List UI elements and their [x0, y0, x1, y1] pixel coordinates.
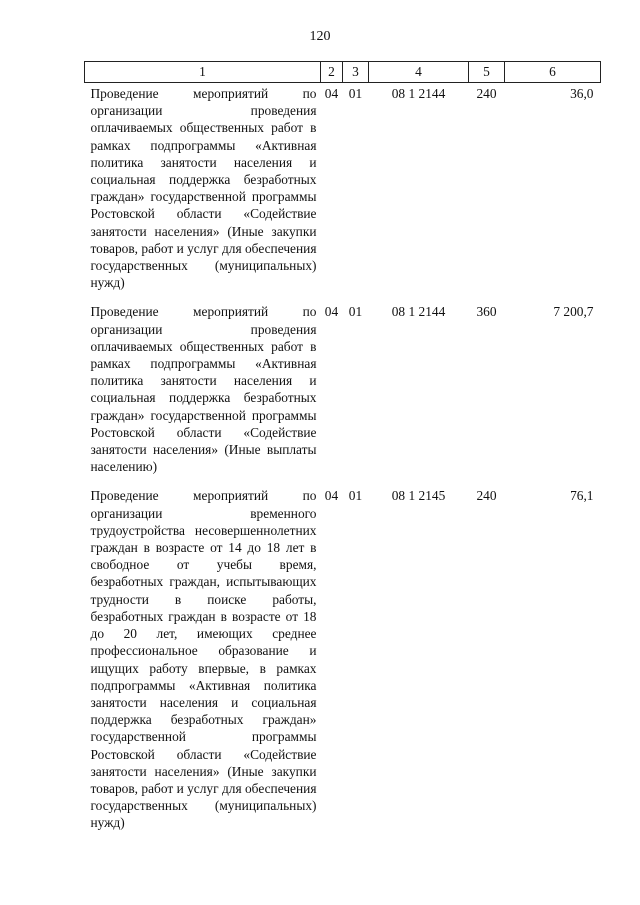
- header-cell-1: 1: [85, 62, 321, 83]
- header-cell-6: 6: [505, 62, 601, 83]
- table-row: [85, 83, 601, 302]
- row-amount: 7 200,7: [553, 304, 594, 320]
- header-cell-2: 2: [321, 62, 343, 83]
- header-cell-3: 3: [343, 62, 369, 83]
- table-row: [85, 301, 601, 485]
- row-section: 04: [324, 86, 339, 101]
- budget-table: [84, 61, 601, 834]
- page-number: 120: [309, 29, 331, 44]
- row-subsection: 01: [348, 86, 363, 101]
- header-cell-4: 4: [369, 62, 469, 83]
- header-cell-5: 5: [469, 62, 505, 83]
- row-expense-type: 360: [476, 304, 497, 320]
- row-description: Проведение мероприятий по организации временного трудоустройства несовершеннолетних граждан в возрасте от 14 до 18 лет в свободное от учебы время, безработных граждан, испытывающих трудности в поиске работы, безработных граждан в возрасте от 18 до 20 лет, имеющих среднее профессиональное образование и ищущих работу впервые, в рамках подпрограммы «Активная политика занятости населения и социальная поддержка безработных граждан» государственной программы Ростовской области «Содействие занятости населения» (Иные закупки товаров, работ и услуг для обеспечения государственных (муниципальных) нужд): [90, 488, 317, 831]
- header-row: [85, 62, 601, 83]
- table-row: [85, 485, 601, 833]
- row-description: Проведение мероприятий по организации проведения оплачиваемых общественных работ в рамках подпрограммы «Активная политика занятости населения и социальная поддержка безработных граждан» государственной программы Ростовской области «Содействие занятости населения» (Иные выплаты населению): [90, 304, 317, 475]
- row-section: 04: [324, 488, 339, 504]
- row-subsection: 01: [348, 488, 363, 504]
- row-amount: 76,1: [570, 488, 594, 504]
- row-amount: 36,0: [570, 86, 594, 101]
- row-section: 04: [324, 304, 339, 320]
- row-target-code: 08 1 2145: [391, 488, 446, 504]
- row-expense-type: 240: [476, 86, 497, 101]
- row-expense-type: 240: [476, 488, 497, 504]
- row-subsection: 01: [348, 304, 363, 320]
- row-target-code: 08 1 2144: [391, 86, 446, 101]
- row-target-code: 08 1 2144: [391, 304, 446, 320]
- row-description: Проведение мероприятий по организации проведения оплачиваемых общественных работ в рамках подпрограммы «Активная политика занятости населения и социальная поддержка безработных граждан» государственной программы Ростовской области «Содействие занятости населения» (Иные закупки товаров, работ и услуг для обеспечения государственных (муниципальных) нужд): [90, 86, 317, 291]
